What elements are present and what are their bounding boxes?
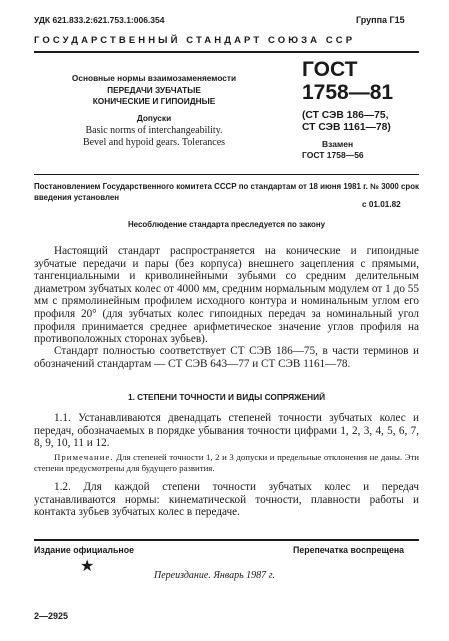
title-line-3: КОНИЧЕСКИЕ И ГИПОИДНЫЕ: [92, 96, 216, 106]
clause-1-1: [34, 412, 419, 450]
section-1-title: 1. СТЕПЕНИ ТОЧНОСТИ И ВИДЫ СОПРЯЖЕНИЙ: [127, 392, 326, 402]
note-block: [34, 452, 419, 474]
instead-label: Взамен: [322, 139, 354, 149]
note-text: Для степеней точности 1, 2 и 3 допуски и предельные отклонения не даны. Эти степени предусмотрены для будущего развития.: [34, 452, 419, 473]
decree-text: Постановлением Государственного комитета СССР по стандартам от 18 июня 1981 г. № 3000 срок введения установлен: [34, 182, 419, 202]
title-line-4: Допуски: [136, 113, 172, 123]
gost-number: 1758—81: [302, 81, 394, 104]
st-sev-2: СТ СЭВ 1161—78): [302, 122, 391, 133]
star-icon: ★: [80, 558, 95, 575]
gost-label: ГОСТ: [302, 58, 358, 81]
clause-1-2-text: 1.2. Для каждой степени точности зубчатых колес и передач устанавливаются нормы: кинематической точности, плавности работы и контакта зубьев зубчатых колес в передаче.: [34, 481, 419, 519]
group-code: Группа Г15: [356, 15, 405, 25]
clause-1-2: [34, 481, 419, 519]
st-sev-1: (СТ СЭВ 186—75,: [302, 110, 389, 121]
standard-banner: ГОСУДАРСТВЕННЫЙ СТАНДАРТ СОЮЗА ССР: [34, 35, 356, 46]
reissue-note: Переиздание. Январь 1987 г.: [154, 570, 275, 581]
decree-top-rule: [34, 174, 419, 175]
legal-notice: Несоблюдение стандарта преследуется по закону: [127, 220, 326, 229]
title-line-1: Основные нормы взаимозаменяемости: [71, 73, 237, 83]
note-label: Примечание.: [54, 452, 114, 462]
clause-1-1-text: 1.1. Устанавливаются двенадцать степеней точности зубчатых колес и передач, обозначаемых в порядке убывания точности цифрами 1, 2, 3, 4, 5, 6, 7, 8, 9, 10, 11 и 12.: [34, 412, 419, 450]
header-rule: [34, 51, 419, 53]
title-en-1: Basic norms of interchangeability.: [85, 125, 223, 136]
reprint-prohibited: Перепечатка воспрещена: [293, 545, 405, 555]
print-code: 2—2925: [34, 611, 69, 621]
conformity-paragraph: [34, 345, 419, 370]
conformity-text: Стандарт полностью соответствует СТ СЭВ 186—75, в части терминов и обозначений стандартам — СТ СЭВ 643—77 и СТ СЭВ 1161—78.: [34, 345, 419, 370]
decree-date: с 01.01.82: [362, 200, 401, 209]
intro-paragraph: [34, 245, 419, 346]
udk-code: УДК 621.833.2:621.753.1:006.354: [34, 15, 165, 25]
footer-rule: [34, 539, 419, 541]
official-edition: Издание официальное: [34, 545, 134, 555]
instead-gost: ГОСТ 1758—56: [302, 150, 364, 160]
intro-text: Настоящий стандарт распространяется на конические и гипоидные зубчатые передачи и пары (без корпуса) внешнего зацепления с прямыми, тангенциальными и криволинейными зубьями со средним делительным диаметром зубчатых колес от 4000 мм, средним нормальным модулем от 1 до 55 мм с прямолинейным профилем исходного контура и номинальным углом его профиля 20° (для зубчатых колес гипоидных передач за номинальный угол профиля принимается среднее арифметическое значение углов профиля на противоположных сторонах зубьев).: [34, 245, 419, 346]
title-line-2: ПЕРЕДАЧИ ЗУБЧАТЫЕ: [107, 85, 201, 95]
title-en-2: Bevel and hypoid gears. Tolerances: [82, 137, 226, 148]
